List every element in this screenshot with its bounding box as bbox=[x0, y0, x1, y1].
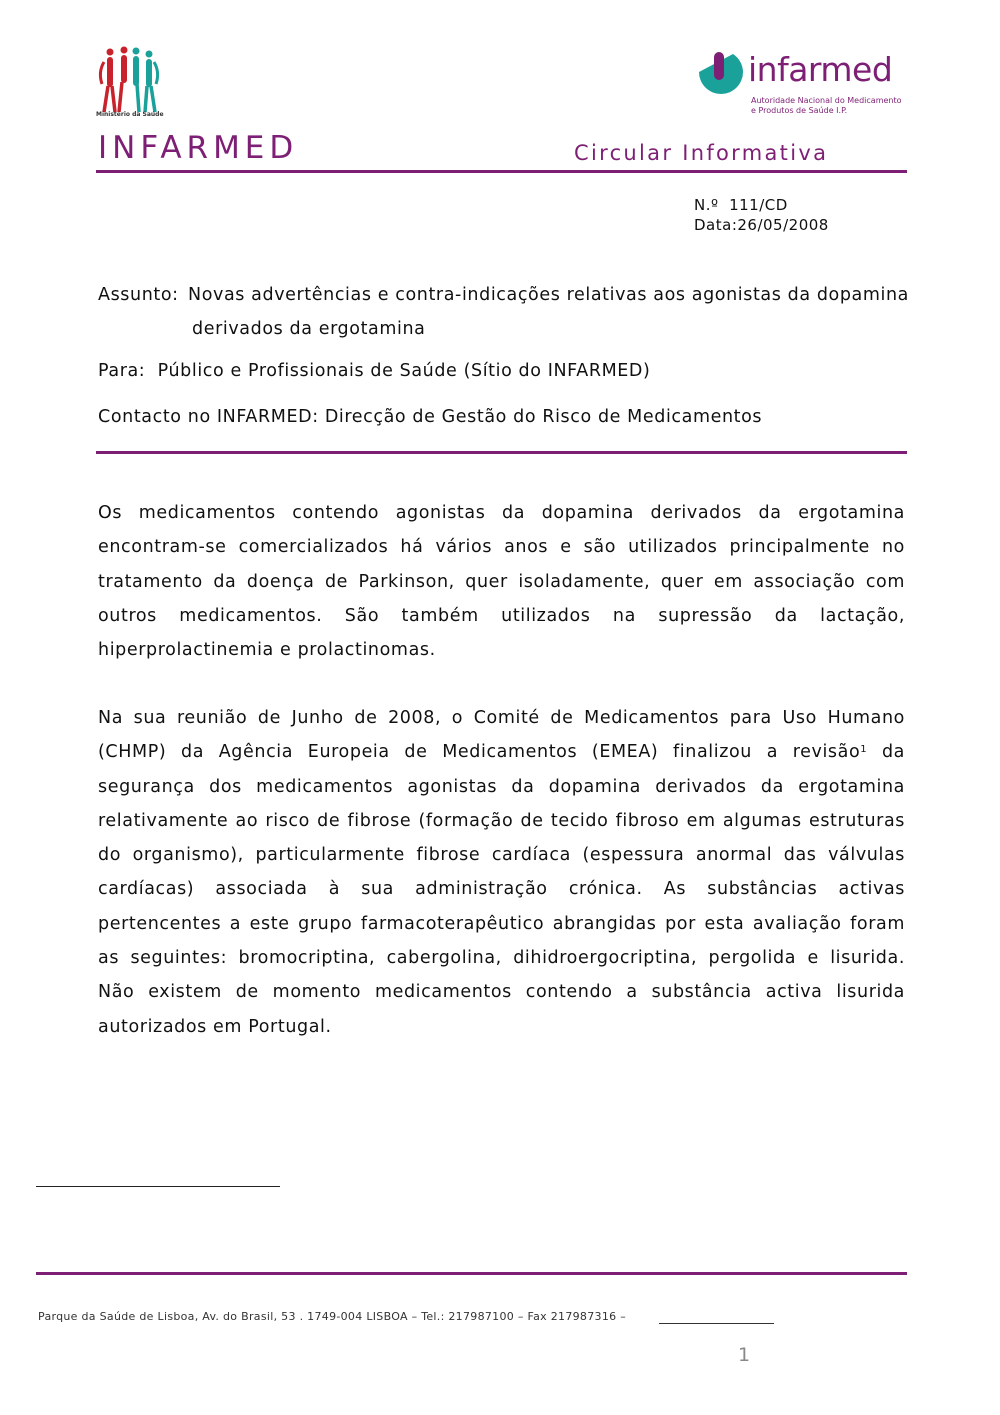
body-paragraph: Os medicamentos contendo agonistas da dopamina derivados da ergotamina encontram-se comercializados há vários anos e são utilizados principalmente no tratamento da doença de Parkinson, quer isoladamente, quer em associação com outros medicamentos. São também utilizados na supressão da lactação, hiperprolactinemia e prolactinomas. bbox=[98, 503, 905, 661]
infarmed-wordmark: infarmed bbox=[748, 50, 893, 89]
subject-text: derivados da ergotamina bbox=[192, 319, 426, 339]
body-text: Na sua reunião de Junho de 2008, o Comité de Medicamentos para Uso Humano (CHMP) da Agência Europeia de Medicamentos (EMEA) finalizou a revisão bbox=[98, 708, 905, 763]
org-title: INFARMED bbox=[98, 130, 299, 166]
circular-date: Data:26/05/2008 bbox=[694, 216, 829, 234]
footer-link-placeholder[interactable] bbox=[659, 1323, 774, 1324]
subject-label: Assunto: bbox=[98, 285, 179, 305]
body-paragraph bbox=[98, 701, 905, 1044]
audience-line: Para: Público e Profissionais de Saúde (Sítio do INFARMED) bbox=[98, 361, 651, 381]
body-text: da segurança dos medicamentos agonistas da dopamina derivados da ergotamina relativamente ao risco de fibrose (formação de tecido fibroso em algumas estruturas do organismo), particularmente fibrose cardíaca (espessura anormal das válvulas cardíacas) associada à sua administração crónica. As substâncias activas pertencentes a este grupo farmacoterapêutico abrangidas por esta avaliação foram as seguintes: bromocriptina, cabergolina, dihidroergocriptina, pergolida e lisurida. Não existem de momento medicamentos contendo a substância activa lisurida autorizados em Portugal. bbox=[98, 742, 905, 1037]
footnote-marker[interactable]: 1 bbox=[860, 744, 868, 756]
contact-line: Contacto no INFARMED: Direcção de Gestão do Risco de Medicamentos bbox=[98, 407, 763, 427]
subject-text: Novas advertências e contra-indicações relativas aos agonistas da dopamina bbox=[188, 285, 910, 305]
ministry-caption: Ministério da Saúde bbox=[96, 111, 164, 118]
infarmed-subtitle: Autoridade Nacional do Medicamento bbox=[751, 96, 902, 105]
ministry-of-health-logo bbox=[96, 46, 166, 118]
document-type: Circular Informativa bbox=[574, 141, 829, 165]
footnote-separator bbox=[36, 1186, 280, 1187]
section-divider bbox=[96, 451, 907, 454]
infarmed-subtitle: e Produtos de Saúde I.P. bbox=[751, 106, 848, 115]
footer-divider bbox=[36, 1272, 907, 1275]
header-divider bbox=[96, 170, 907, 173]
circular-number: N.º 111/CD bbox=[694, 196, 788, 214]
footer-address: Parque da Saúde de Lisboa, Av. do Brasil, 53 . 1749-004 LISBOA – Tel.: 217987100 – Fax 217987316 – bbox=[38, 1310, 627, 1323]
page-number: 1 bbox=[738, 1344, 751, 1366]
